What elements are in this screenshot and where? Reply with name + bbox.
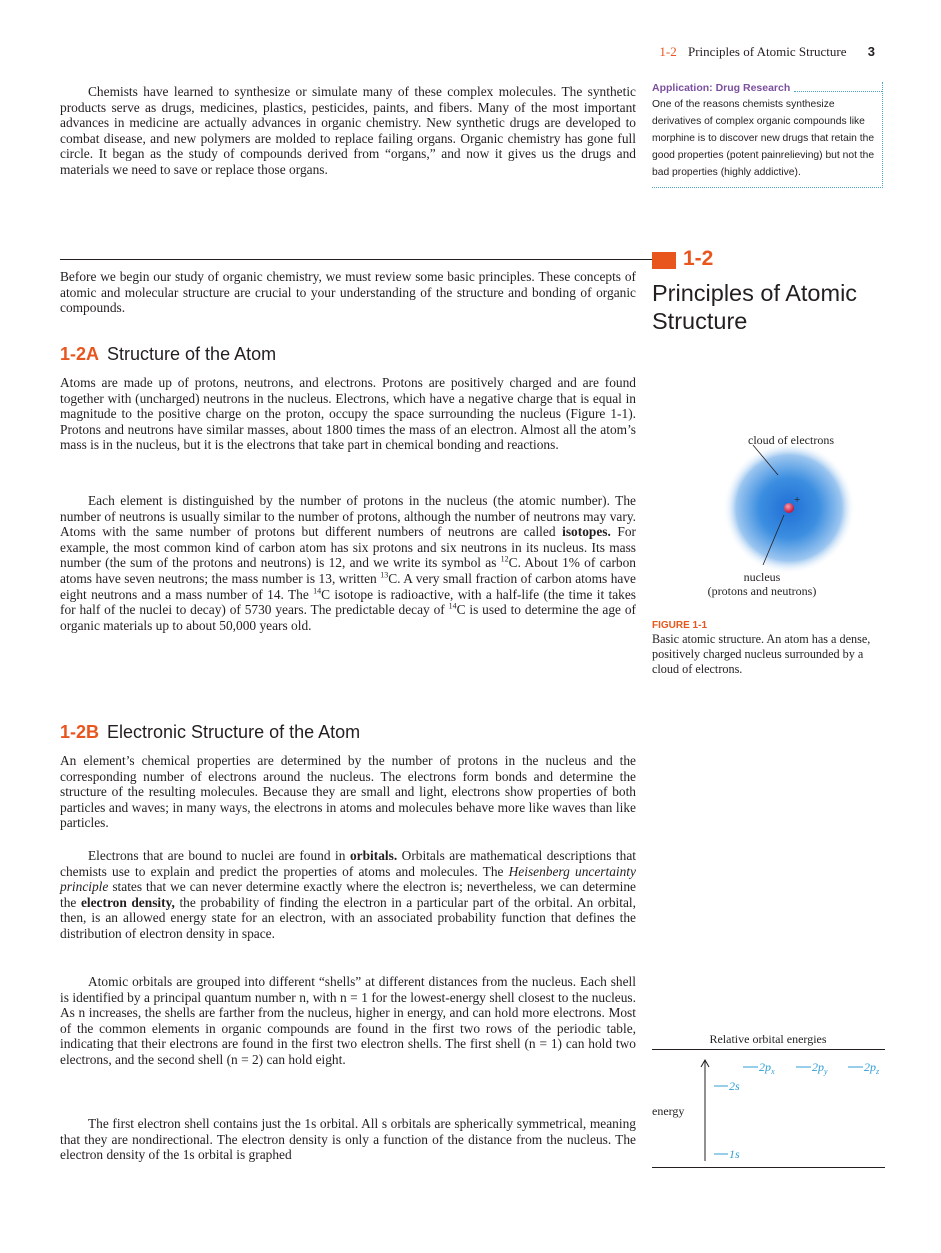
subsection-title-b: Electronic Structure of the Atom: [107, 722, 361, 742]
section-rule: [60, 259, 658, 260]
section-number: 1-2: [683, 247, 714, 270]
label-nucleus-text: nucleus: [743, 570, 781, 584]
application-box-title: [652, 82, 882, 94]
paragraph-isotopes: Each element is distinguished by the number of protons in the nucleus (the atomic number). The number of neutrons is usually similar to the number of protons, although the number of neutrons may vary. Atoms with the same number of protons but different numbers of neutrons are called isotopes. For example, the most common kind of carbon atom has six protons and six neutrons in its nucleus. Its mass number (the sum of the protons and neutrons) is 12, and we write its symbol as $^{12}$C. About 1% of carbon atoms have seven neutrons; the mass number is 13, written $^{13}$C. A very small fraction of carbon atoms have eight neutrons and a mass number of 14. The $^{14}$C isotope is radioactive, with a half-life (the time it takes for half of the nuclei to decay) of 5730 years. The predictable decay of $^{14}$C is used to determine the age of organic materials up to about 50,000 years old.: [60, 493, 637, 633]
label-2py: $2p_y$: [812, 1060, 828, 1076]
application-title-text: Application: Drug Research: [652, 82, 791, 94]
energy-axis-label: energy: [652, 1104, 685, 1118]
energy-bottom-rule: [652, 1167, 885, 1168]
label-2s: 2s: [729, 1079, 740, 1093]
term-electron-density: electron density,: [80, 894, 175, 910]
energy-diagram-title: Relative orbital energies: [709, 1032, 827, 1046]
energy-diagram: [690, 1055, 890, 1163]
term-isotopes: isotopes.: [562, 524, 611, 540]
paragraph-1s: The first electron shell contains just the 1s orbital. All s orbitals are spherically symmetrical, meaning that they are nondirectional. The electron density is only a function of the distance from the nucleus. The electron density of the 1s orbital is graphed: [60, 1116, 636, 1163]
label-1s: 1s: [729, 1147, 740, 1161]
label-cloud: cloud of electrons: [748, 433, 834, 447]
label-plus: +: [794, 494, 801, 506]
subsection-number-a: 1-2A: [60, 344, 100, 364]
section-intro: Before we begin our study of organic chemistry, we must review some basic principles. These concepts of atomic and molecular structure are crucial to your understanding of the structure and bonding of organic compounds.: [60, 269, 636, 316]
application-box: [652, 82, 883, 188]
subsection-heading-a: [60, 344, 276, 365]
subsection-title-a: Structure of the Atom: [107, 344, 277, 364]
figure-label: FIGURE 1-1: [652, 620, 708, 631]
energy-top-rule: [652, 1049, 885, 1050]
application-box-body: One of the reasons chemists synthesize derivatives of complex organic compounds like morphine is to discover new drugs that retain the good properties (potent painrelieving) but not the bad properties (highly addictive).: [652, 99, 875, 178]
nucleus: [784, 503, 794, 513]
figure-caption: Basic atomic structure. An atom has a dense, positively charged nucleus surrounded by a cloud of electrons.: [652, 632, 871, 676]
paragraph-atoms: Atoms are made up of protons, neutrons, and electrons. Protons are positively charged and are found together with (uncharged) neutrons in the nucleus. Electrons, which have a negative charge that is equal in magnitude to the positive charge on the proton, occupy the space surrounding the nucleus (Figure 1-1). Protons and neutrons have similar masses, about 1800 times the mass of an electron. Almost all the atom’s mass is in the nucleus, but it is the electrons that take part in chemical bonding and reactions.: [60, 375, 636, 453]
label-nucleus-sub: (protons and neutrons): [707, 584, 817, 598]
page-number: 3: [867, 44, 875, 59]
label-2pz: $2p_z$: [864, 1060, 880, 1076]
paragraph-orbitals: Electrons that are bound to nuclei are found in orbitals. Orbitals are mathematical descriptions that chemists use to explain and predict the properties of atoms and molecules. The Heisenberg uncertainty principle states that we can never determine exactly where the electron is; nevertheless, we can determine the electron density, the probability of finding the electron in a particular part of the orbital. An orbital, then, is an allowed energy state for an electron, with an associated probability function that defines the distribution of electron density in space.: [60, 848, 637, 941]
paragraph-shells: Atomic orbitals are grouped into different “shells” at different distances from the nucleus. Each shell is identified by a principal quantum number n, with n = 1 for the lowest-energy shell closest to the nucleus. As n increases, the shells are farther from the nucleus, higher in energy, and can hold more electrons. Most of the common elements in organic compounds are found in the first two rows of the periodic table, indicating that their electrons are found in the first two electron shells. The first shell (n = 1) can hold two electrons, and the second shell (n = 2) can hold eight.: [60, 974, 636, 1067]
running-head: [659, 44, 875, 60]
label-nucleus: [662, 570, 862, 598]
intro-paragraph: Chemists have learned to synthesize or simulate many of these complex molecules. The synthetic products serve as drugs, medicines, plastics, pesticides, paints, and fibers. Many of the most important advances in medicine are actually advances in organic chemistry. New synthetic drugs are developed to combat disease, and new polymers are molded to replace failing organs. Organic chemistry has gone full circle. It began as the study of compounds derived from “organs,” and now it gives us the drugs and materials we need to save or replace those organs.: [60, 84, 636, 177]
dotted-rule: [794, 84, 882, 92]
paragraph-electronic: An element’s chemical properties are determined by the number of protons in the nucleus and the corresponding number of electrons around the nucleus. The electrons form bonds and determine the structure of the resulting molecules. Because they are small and light, electrons show properties of both particles and waves; in many ways, the electrons in atoms and molecules behave more like waves than like particles.: [60, 753, 636, 831]
term-orbitals: orbitals.: [349, 848, 398, 863]
label-2px: $2p_x$: [759, 1060, 775, 1076]
section-marker: [652, 252, 676, 269]
term-heisenberg: Heisenberg uncertainty principle: [60, 863, 636, 895]
subsection-number-b: 1-2B: [60, 722, 100, 742]
running-head-title: Principles of Atomic Structure: [688, 44, 847, 59]
section-title: Principles of Atomic Structure: [652, 280, 858, 334]
subsection-heading-b: [60, 722, 360, 743]
running-head-section: 1-2: [659, 44, 677, 59]
